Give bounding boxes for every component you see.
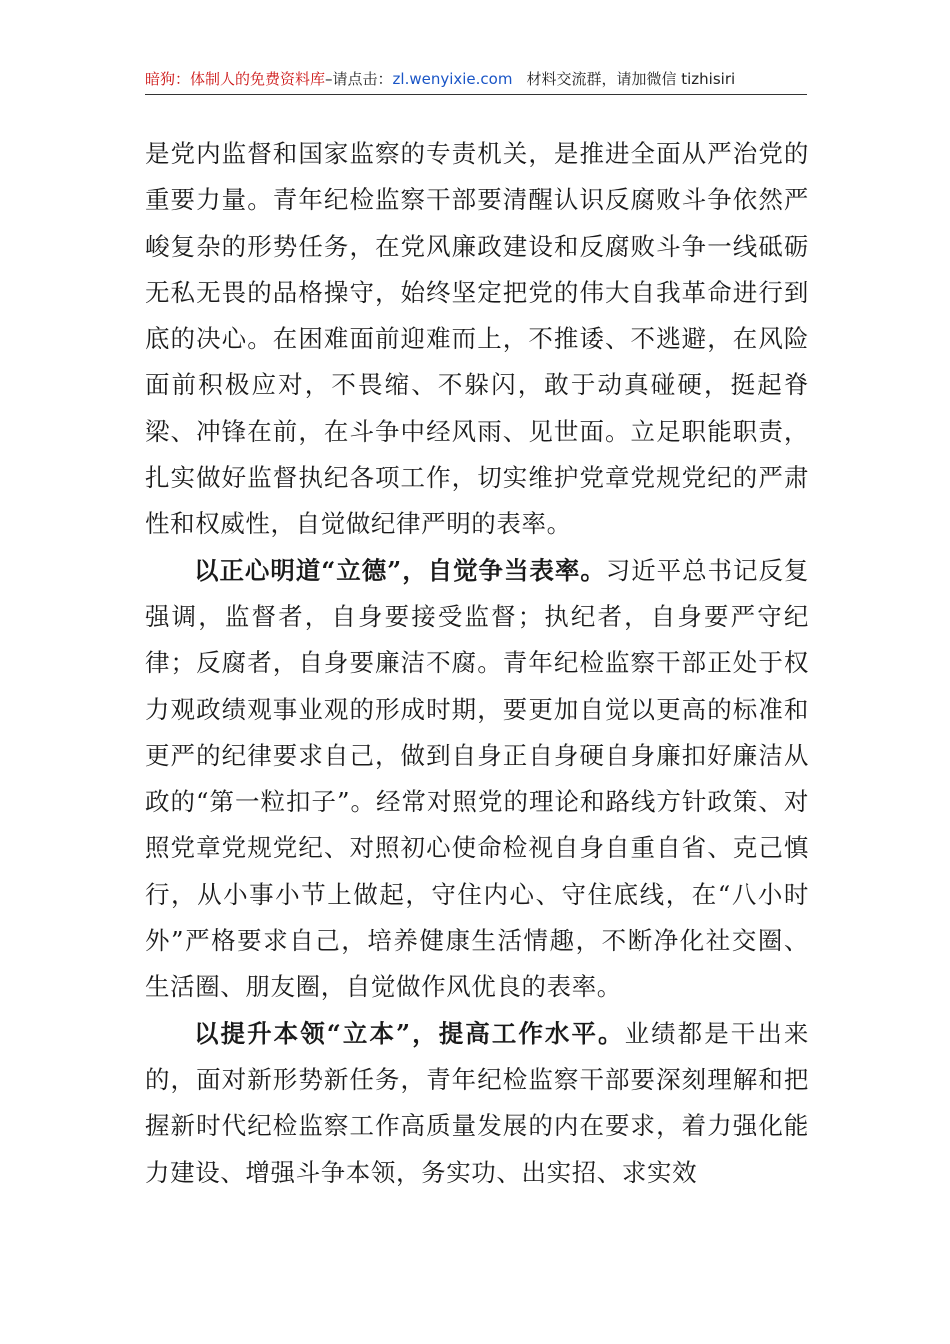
header-site-name: 暗狗：体制人的免费资料库 — [145, 70, 326, 88]
paragraph-2 — [145, 548, 809, 1011]
paragraph-1-text: 是党内监督和国家监察的专责机关，是推进全面从严治党的重要力量。青年纪检监察干部要清醒认识反腐败斗争依然严峻复杂的形势任务，在党风廉政建设和反腐败斗争一线砥砺无私无畏的品格操守，始终坚定把党的伟大自我革命进行到底的决心。在困难面前迎难而上，不推诿、不逃避，在风险面前积极应对，不畏缩、不躲闪，敢于动真碰硬，挺起脊梁、冲锋在前，在斗争中经风雨、见世面。立足职能职责，扎实做好监督执纪各项工作，切实维护党章党规党纪的严肃性和权威性，自觉做纪律严明的表率。 — [145, 139, 809, 539]
paragraph-3-heading: 以提升本领“立本”，提高工作水平。 — [194, 1018, 625, 1048]
header-url-link[interactable]: zl.wenyixie.com — [392, 70, 513, 88]
paragraph-2-text: 习近平总书记反复强调，监督者，自身要接受监督；执纪者，自身要严守纪律；反腐者，自身要廉洁不腐。青年纪检监察干部正处于权力观政绩观事业观的形成时期，要更加自觉以更高的标准和更严的纪律要求自己，做到自身正自身硬自身廉扣好廉洁从政的“第一粒扣子”。经常对照党的理论和路线方针政策、对照党章党规党纪、对照初心使命检视自身自重自省、克己慎行，从小事小节上做起，守住内心、守住底线，在“八小时外”严格要求自己，培养健康生活情趣，不断净化社交圈、生活圈、朋友圈，自觉做作风优良的表率。 — [145, 555, 809, 1002]
paragraph-3-text: 业绩都是干出来的，面对新形势新任务，青年纪检监察干部要深刻理解和把握新时代纪检监察工作高质量发展的内在要求，着力强化能力建设、增强斗争本领，务实功、出实招、求实效 — [145, 1018, 809, 1187]
paragraph-2-heading: 以正心明道“立德”，自觉争当表率。 — [194, 555, 606, 585]
document-body — [145, 131, 809, 1196]
header-contact: 材料交流群，请加微信 tizhisiri — [526, 70, 736, 88]
page-header — [145, 64, 807, 95]
header-prompt: –请点击： — [325, 70, 393, 88]
paragraph-1 — [145, 131, 809, 548]
paragraph-3 — [145, 1011, 809, 1196]
